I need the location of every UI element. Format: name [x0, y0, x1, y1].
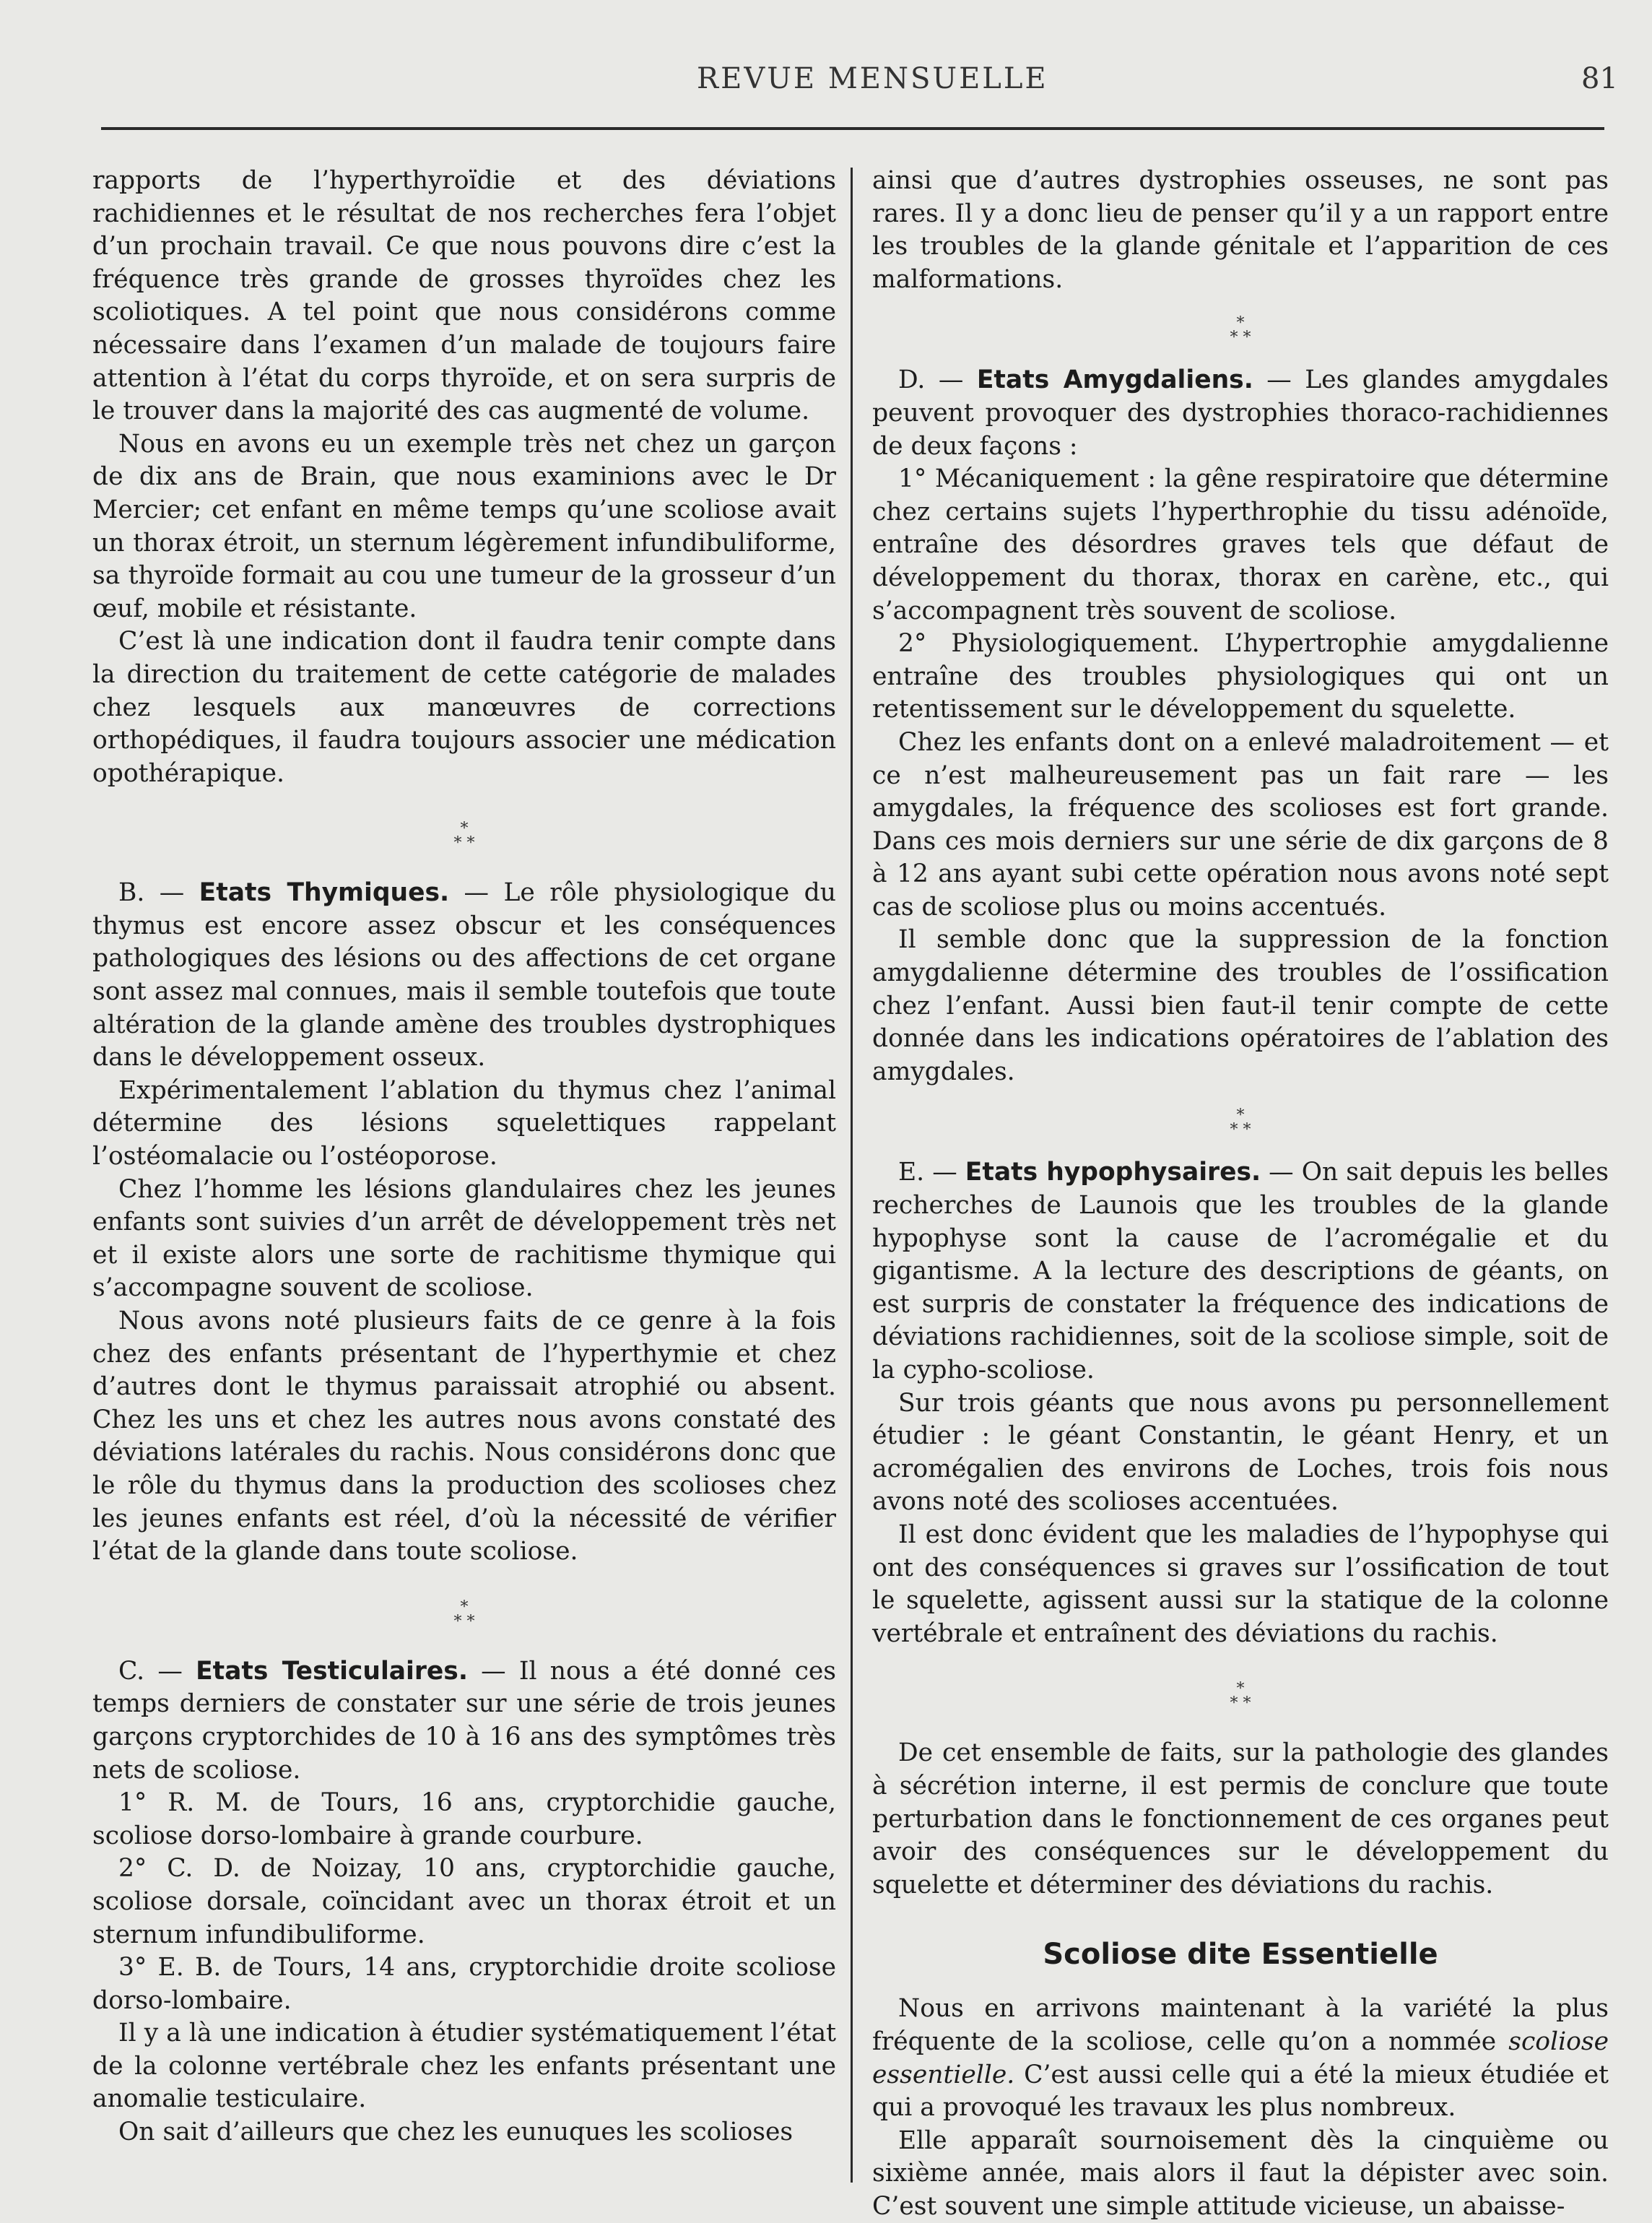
asterism-ornament: [872, 1650, 1609, 1737]
section-heading: Scoliose dite Essentielle: [1043, 1938, 1438, 1972]
paragraph-text: Nous en arrivons maintenant à la variété la plus fréquente de la scoliose, celle qu’on a nommée: [872, 1994, 1609, 2056]
section-e-text: — On sait depuis les belles recherches de Launois que les troubles de la glande hypophyse sont la cause de l’acromégalie et du gigantisme. A la lecture des descriptions de géants, on est surpris de constater la fréquence des indications de déviations rachidiennes, soit de la scoliose simple, soit de la cypho-scoliose.: [872, 1158, 1609, 1384]
column-divider: [851, 168, 853, 2183]
paragraph: ainsi que d’autres dystrophies osseuses, ne sont pas rares. Il y a donc lieu de penser qu’il y a un rapport entre les troubles de la glande génitale et l’apparition de ces malformations.: [872, 166, 1609, 294]
list-item: 2° Physiologiquement. L’hypertrophie amygdalienne entraîne des troubles physiologiques qui ont un retentissement sur le développement du squelette.: [872, 629, 1609, 724]
paragraph: Nous avons noté plusieurs faits de ce genre à la fois chez des enfants présentant de l’hyperthymie et chez d’autres dont le thymus paraissait atrophié ou absent. Chez les uns et chez les autres nous avons constaté des déviations latérales du rachis. Nous considérons donc que le rôle du thymus dans la production des scolioses chez les jeunes enfants est réel, d’où la nécessité de vérifier l’état de la glande dans toute scoliose.: [92, 1306, 836, 1566]
asterism-ornament: [92, 790, 836, 877]
page-number: 81: [1581, 62, 1618, 95]
section-d-title: Etats Amygdaliens.: [976, 365, 1253, 395]
section-e-title: Etats hypophysaires.: [965, 1158, 1261, 1187]
paragraph: Elle apparaît sournoisement dès la cinquième ou sixième année, mais alors il faut la dépister avec soin. C’est souvent une simple attitude vicieuse, un abaisse-: [872, 2126, 1609, 2221]
list-item: 1° Mécaniquement : la gêne respiratoire que détermine chez certains sujets l’hyperthrophie du tissu adénoïde, entraîne des désordres graves tels que défaut de développement du thorax, thorax en carène, etc., qui s’accompagnent très souvent de scoliose.: [872, 464, 1609, 625]
paragraph: De cet ensemble de faits, sur la pathologie des glandes à sécrétion interne, il est permis de conclure que toute perturbation dans le fonctionnement de ces organes peut avoir des conséquences sur le développement du squelette et déterminer des déviations du rachis.: [872, 1738, 1609, 1899]
paragraph: Expérimentalement l’ablation du thymus chez l’animal détermine des lésions squelettiques rappelant l’ostéomalacie ou l’ostéoporose.: [92, 1075, 836, 1171]
asterism-bottom: * *: [1230, 1121, 1251, 1140]
asterism-bottom: * *: [1230, 1694, 1251, 1713]
asterism-top: *: [1236, 314, 1245, 333]
asterism-top: *: [460, 820, 469, 838]
paragraph: On sait d’ailleurs que chez les eunuques les scolioses: [118, 2118, 794, 2147]
running-title: REVUE MENSUELLE: [697, 62, 1048, 95]
section-c-title: Etats Testiculaires.: [196, 1656, 468, 1686]
emphasis-term: scoliose essentielle.: [872, 2027, 1609, 2089]
list-item: 3° E. B. de Tours, 14 ans, cryptorchidie droite scoliose dorso-lombaire.: [92, 1953, 836, 2015]
page-header: [0, 58, 1652, 101]
paragraph: Sur trois géants que nous avons pu personnellement étudier : le géant Constantin, le géant Henry, et un acromégalien des environs de Loches, trois fois nous avons noté des scolioses accentuées.: [872, 1388, 1609, 1517]
section-e-paragraph: [872, 1156, 1609, 1387]
paragraph: Il y a là une indication à étudier systématiquement l’état de la colonne vertébrale chez les enfants présentant une anomalie testiculaire.: [92, 2019, 836, 2114]
section-c-label: C. —: [118, 1656, 183, 1686]
paragraph: Nous en avons eu un exemple très net chez un garçon de dix ans de Brain, que nous examinions avec le Dr Mercier; cet enfant en même temps qu’une scoliose avait un thorax étroit, un sternum légèrement infundibuliforme, sa thyroïde formait au cou une tumeur de la grosseur d’un œuf, mobile et résistante.: [92, 429, 836, 623]
asterism-ornament: [92, 1569, 836, 1655]
asterism-bottom: * *: [453, 834, 475, 853]
asterism-top: *: [1236, 1680, 1245, 1699]
section-b-title: Etats Thymiques.: [199, 878, 450, 908]
section-d-label: D. —: [898, 365, 964, 395]
paragraph: Chez les enfants dont on a enlevé maladroitement — et ce n’est malheureusement pas un fait rare — les amygdales, la fréquence des scolioses est fort grande. Dans ces mois derniers sur une série de dix garçons de 8 à 12 ans ayant subi cette opération nous avons noté sept cas de scoliose plus ou moins accentués.: [872, 727, 1609, 922]
paragraph-text: C’est aussi celle qui a été la mieux étudiée et qui a provoqué les travaux les plus nombreux.: [872, 2060, 1609, 2123]
paragraph: [872, 1993, 1609, 2124]
section-b-paragraph: [92, 877, 836, 1075]
section-d-paragraph: [872, 364, 1609, 463]
paragraph: C’est là une indication dont il faudra tenir compte dans la direction du traitement de cette catégorie de malades chez lesquels aux manœuvres de corrections orthopédiques, il faudra toujours associer une médication opothérapique.: [92, 627, 836, 788]
asterism-top: *: [460, 1598, 469, 1616]
section-b-label: B. —: [118, 878, 185, 908]
asterism-bottom: * *: [1230, 329, 1251, 347]
paragraph: Il semble donc que la suppression de la fonction amygdalienne détermine des troubles de l’ossification chez l’enfant. Aussi bien faut-il tenir compte de cette donnée dans les indications opératoires de l’ablation des amygdales.: [872, 925, 1609, 1086]
section-e-label: E. —: [898, 1158, 957, 1187]
left-column: [92, 165, 836, 2149]
header-rule: [101, 127, 1604, 130]
list-item: 1° R. M. de Tours, 16 ans, cryptorchidie gauche, scoliose dorso-lombaire à grande courbure.: [92, 1788, 836, 1850]
section-d-text: — Les glandes amygdales peuvent provoquer des dystrophies thoraco-rachidiennes de deux façons :: [872, 365, 1609, 461]
section-b-text: — Le rôle physiologique du thymus est encore assez obscur et les conséquences pathologiques des lésions ou des affections de cet organe sont assez mal connues, mais il semble toutefois que toute altération de la glande amène des troubles dystrophiques dans le développement osseux.: [92, 878, 836, 1072]
asterism-bottom: * *: [453, 1612, 475, 1631]
asterism-ornament: [872, 1088, 1609, 1156]
asterism-top: *: [1236, 1106, 1245, 1125]
right-column: [872, 165, 1609, 2223]
paragraph: rapports de l’hyperthyroïdie et des déviations rachidiennes et le résultat de nos recherches fera l’objet d’un prochain travail. Ce que nous pouvons dire c’est la fréquence très grande de grosses thyroïdes chez les scoliotiques. A tel point que nous considérons comme nécessaire dans l’examen d’un malade de toujours faire attention à l’état du corps thyroïde, et on sera surpris de le trouver dans la majorité des cas augmenté de volume.: [92, 166, 836, 426]
paragraph: Chez l’homme les lésions glandulaires chez les jeunes enfants sont suivies d’un arrêt de développement très net et il existe alors une sorte de rachitisme thymique qui s’accompagne souvent de scoliose.: [92, 1174, 836, 1303]
section-c-paragraph: [92, 1655, 836, 1787]
section-c-text: — Il nous a été donné ces temps derniers de constater sur une série de trois jeunes garçons cryptorchides de 10 à 16 ans des symptômes très nets de scoliose.: [92, 1656, 837, 1785]
list-item: 2° C. D. de Noizay, 10 ans, cryptorchidie gauche, scoliose dorsale, coïncidant avec un thorax étroit et un sternum infundibuliforme.: [92, 1854, 836, 1949]
paragraph: Il est donc évident que les maladies de l’hypophyse qui ont des conséquences si graves sur l’ossification de tout le squelette, agissent aussi sur la statique de la colonne vertébrale et entraînent des déviations du rachis.: [872, 1520, 1609, 1648]
asterism-ornament: [872, 296, 1609, 364]
